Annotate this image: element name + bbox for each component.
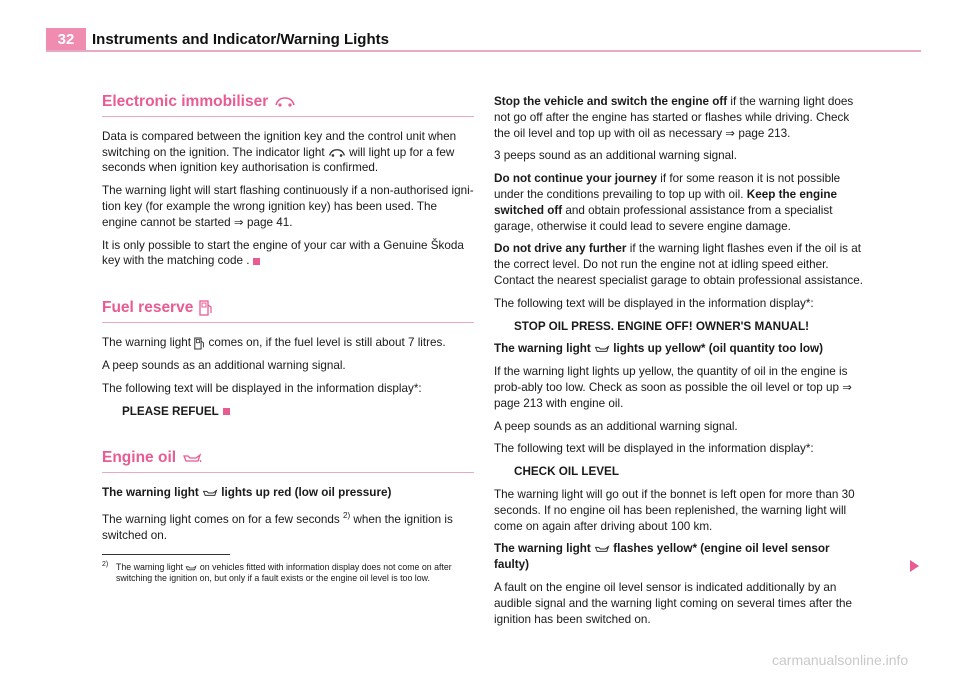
immobiliser-paragraph-1: Data is compared between the ignition key and the control unit when switching on the ignition. The indicator light will light up for a few seconds when ignition key authorisation is confirmed. (102, 129, 457, 175)
oil-can-icon (202, 488, 218, 498)
peeps-paragraph: 3 peeps sound as an additional warning signal. (494, 149, 738, 163)
immobiliser-heading-text: Electronic immobiliser (102, 93, 269, 110)
oil-can-icon (594, 344, 610, 354)
footnote-text: The warning light on vehicles fitted with information display does not come on after switching the ignition on, but only if a fault exists or the engine oil level is too low. (116, 562, 452, 583)
fuel-pump-icon (194, 337, 205, 350)
oil-can-icon (594, 544, 610, 554)
section-heading-oil (102, 450, 474, 466)
oil-heading-text: Engine oil (102, 449, 177, 467)
immobiliser-paragraph-3: It is only possible to start the engine of your car with a Genuine Škoda key with the matching code . (102, 238, 464, 268)
section-rule (102, 322, 474, 323)
stop-vehicle-paragraph: Stop the vehicle and switch the engine off if the warning light does not go off after the engine has started or flashes while driving. Check the oil level and top up with oil as necessary ⇒ page 213. (494, 95, 854, 140)
right-column (494, 94, 866, 634)
immobiliser-paragraph-2: The warning light will start flashing continuously if a non-authorised igni-tion key (for example the wrong ignition key) has been used. The engine cannot be started ⇒ page 41. (102, 184, 474, 229)
end-mark (223, 408, 230, 415)
end-mark (253, 258, 260, 265)
car-key-icon (328, 148, 346, 158)
oil-paragraph-1: The warning light comes on for a few seconds $^{2)}$ when the ignition is switched on. (102, 510, 453, 542)
bonnet-paragraph: The warning light will go out if the bonnet is left open for more than 30 seconds. If no engine oil has been replenished, the warning light will come on again after driving about 100 km. (494, 487, 855, 533)
section-heading-immobiliser (102, 94, 474, 110)
do-not-continue-paragraph: Do not continue your journey if for some reason it is not possible under the conditions prevailing to top up with oil. Keep the engine switched off and obtain professional assistance from a specialist garage, otherwise it could lead to severe engine damage. (494, 172, 841, 233)
fuel-pump-icon (199, 300, 213, 316)
fuel-paragraph-1: The warning light comes on, if the fuel level is still about 7 litres. (102, 336, 446, 350)
oil-yellow-paragraph: If the warning light lights up yellow, the quantity of oil in the engine is prob-ably too low. Check as soon as possible the oil level or top up ⇒ page 213 with engine oil. (494, 365, 853, 410)
section-rule (102, 116, 474, 117)
fuel-display-text: PLEASE REFUEL (102, 404, 474, 420)
header-rule (46, 50, 921, 52)
display-text-1: STOP OIL PRESS. ENGINE OFF! OWNER'S MANUAL! (514, 319, 809, 333)
section-heading-fuel (102, 300, 474, 316)
left-column (102, 84, 474, 550)
peep-paragraph: A peep sounds as an additional warning signal. (494, 419, 738, 433)
oil-flash-heading: The warning light flashes yellow* (engine oil level sensor faulty) (494, 542, 830, 572)
oil-red-heading: The warning light lights up red (low oil pressure) (102, 486, 392, 500)
oil-can-icon (182, 452, 202, 464)
section-rule (102, 472, 474, 473)
footnote-rule (102, 554, 230, 555)
page-number: 32 (46, 28, 86, 52)
footnote (102, 562, 464, 584)
display-text-2: CHECK OIL LEVEL (514, 465, 619, 479)
continue-arrow-icon (910, 560, 919, 572)
header-title: Instruments and Indicator/Warning Lights (92, 31, 389, 48)
car-key-icon (274, 96, 296, 108)
oil-yellow-heading: The warning light lights up yellow* (oil quantity too low) (494, 342, 823, 356)
do-not-drive-paragraph: Do not drive any further if the warning light flashes even if the oil is at the correct level. Do not run the engine not at idling speed either. Contact the nearest specialist garage to obtain professional assistance. (494, 242, 864, 287)
watermark: carmanualsonline.info (772, 652, 909, 668)
fault-paragraph: A fault on the engine oil level sensor is indicated additionally by an audible signal and the warning light coming on several times after the ignition has been switched on. (494, 580, 852, 626)
fuel-paragraph-3: The following text will be displayed in the information display*: (102, 381, 422, 395)
oil-can-icon (185, 564, 197, 572)
display-intro-2: The following text will be displayed in the information display*: (494, 442, 814, 456)
fuel-paragraph-2: A peep sounds as an additional warning signal. (102, 358, 346, 372)
fuel-heading-text: Fuel reserve (102, 299, 194, 317)
footnote-number: 2) (102, 561, 109, 568)
display-intro-1: The following text will be displayed in the information display*: (494, 296, 814, 310)
